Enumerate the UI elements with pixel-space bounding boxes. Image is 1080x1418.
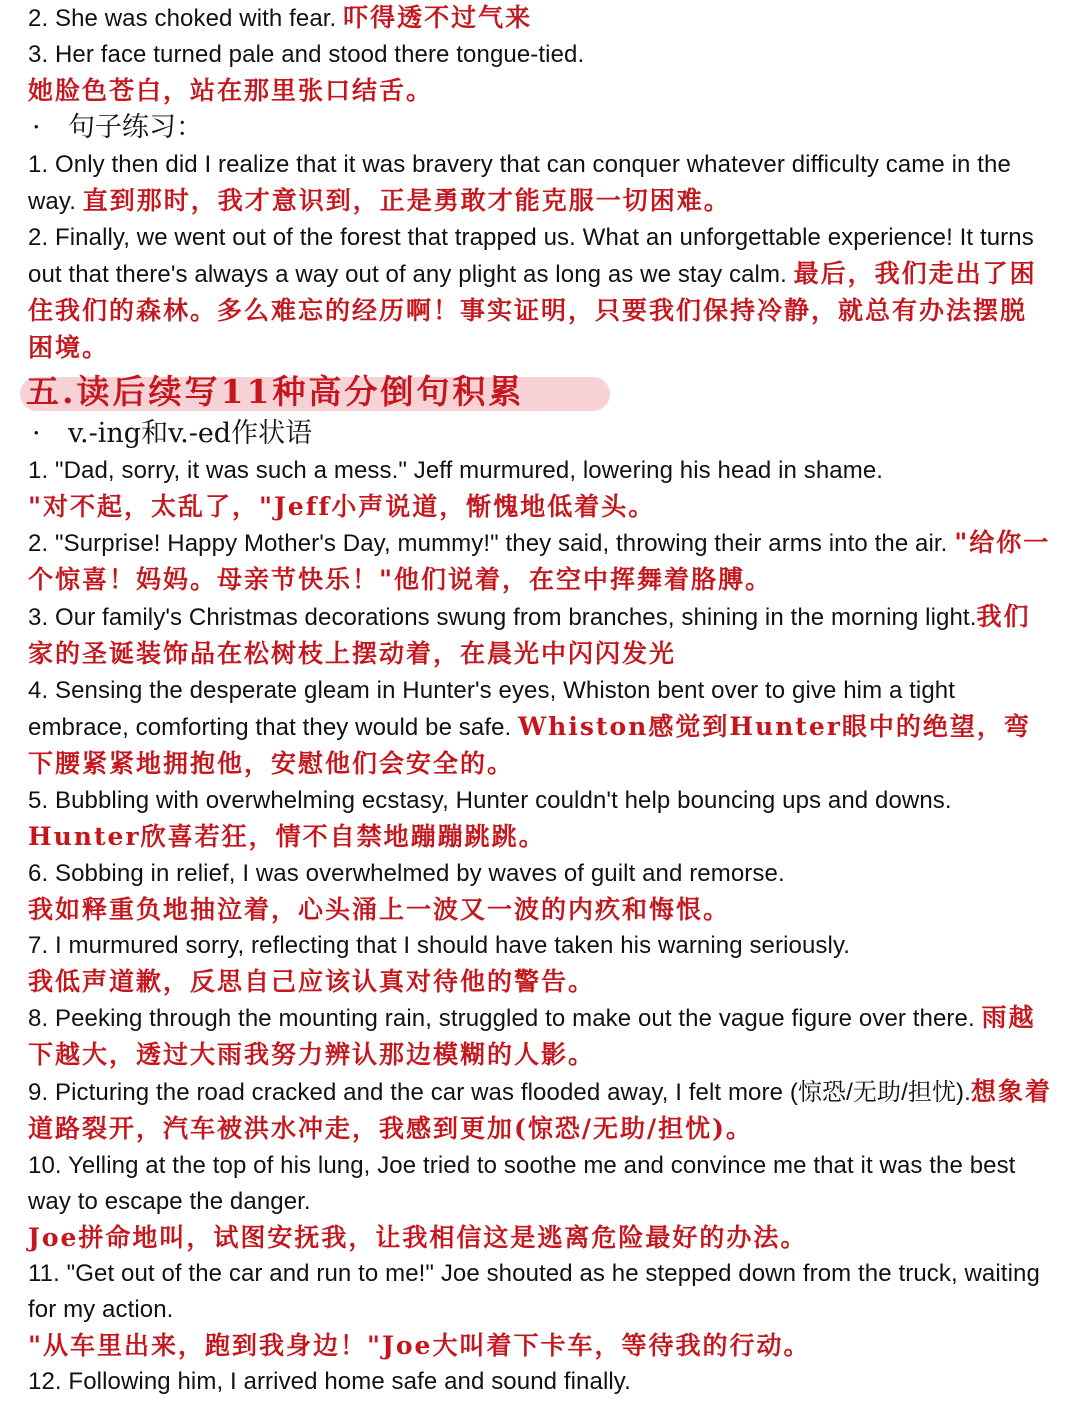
- sentence-item: [28, 525, 1052, 599]
- chinese-translation: 直到那时，我才意识到，正是勇敢才能克服一切困难。: [82, 186, 731, 215]
- english-text: 9. Picturing the road cracked and the car was flooded away, I felt more (惊恐/无助/担忧).: [28, 1079, 971, 1106]
- phrase-item: [28, 37, 1052, 109]
- english-text: 2. "Surprise! Happy Mother's Day, mummy!" they said, throwing their arms into the air.: [28, 530, 948, 557]
- english-text: 7. I murmured sorry, reflecting that I should have taken his warning seriously.: [28, 932, 851, 959]
- sentence-item: [28, 220, 1052, 367]
- sentence-item: [28, 1074, 1052, 1148]
- sentence-item: [28, 856, 1052, 928]
- english-text: 5. Bubbling with overwhelming ecstasy, Hunter couldn't help bouncing ups and downs.: [28, 787, 952, 814]
- english-text: 12. Following him, I arrived home safe and sound finally.: [28, 1368, 631, 1395]
- english-text: 2. Finally, we went out of the forest that trapped us. What an unforgettable experience! It turns out that there's always a way out of any plight as long as we stay calm.: [28, 224, 1034, 288]
- chinese-translation: 我如释重负地抽泣着，心头涌上一波又一波的内疚和悔恨。: [28, 895, 731, 924]
- chinese-translation: 最后，我们走出了困住我们的森林。多么难忘的经历啊！事实证明，只要我们保持冷静，就总有办法摆脱困境。: [28, 259, 1037, 362]
- section-title: [20, 371, 610, 413]
- chinese-translation: Hunter欣喜若狂，情不自禁地蹦蹦跳跳。: [28, 822, 546, 851]
- chinese-translation: Joe拼命地叫，试图安抚我，让我相信这是逃离危险最好的办法。: [28, 1223, 808, 1252]
- chinese-translation: 想象着道路裂开，汽车被洪水冲走，我感到更加(惊恐/无助/担忧)。: [28, 1077, 1052, 1143]
- bullet-icon: ·: [32, 112, 41, 143]
- sentence-item: [28, 783, 1052, 856]
- english-text: 3. Our family's Christmas decorations swung from branches, shining in the morning light.: [28, 604, 977, 631]
- bullet-icon: ·: [32, 418, 41, 449]
- chinese-translation: Whiston感觉到Hunter眼中的绝望，弯下腰紧紧地拥抱他，安慰他们会安全的。: [28, 712, 1031, 778]
- sentence-item: [28, 673, 1052, 783]
- english-text: 10. Yelling at the top of his lung, Joe tried to soothe me and convince me that it was the best way to escape the danger.: [28, 1152, 1016, 1215]
- sentence-item: [28, 1148, 1052, 1256]
- section-title-text: 五.读后续写11种高分倒句积累: [26, 372, 525, 411]
- subsection-heading: [28, 415, 1052, 453]
- sentence-item: [28, 1256, 1052, 1364]
- chinese-translation: 我们家的圣诞装饰品在松树枝上摆动着，在晨光中闪闪发光: [28, 602, 1031, 668]
- subsection-heading: [28, 109, 1052, 147]
- sentence-item: [28, 453, 1052, 525]
- chinese-translation: 我低声道歉，反思自己应该认真对待他的警告。: [28, 967, 596, 996]
- english-text: 1. Only then did I realize that it was bravery that can conquer whatever difficulty came in the way.: [28, 151, 1011, 215]
- chinese-translation: 她脸色苍白，站在那里张口结舌。: [28, 76, 434, 105]
- sentence-item: [28, 1000, 1052, 1074]
- sentence-item: [28, 1364, 1052, 1400]
- sentence-item: [28, 147, 1052, 220]
- chinese-translation: "给你一个惊喜！妈妈。母亲节快乐！"他们说着，在空中挥舞着胳膊。: [28, 528, 1051, 594]
- english-text: 4. Sensing the desperate gleam in Hunter's eyes, Whiston bent over to give him a tight embrace, comforting that they would be safe.: [28, 677, 956, 741]
- chinese-translation: "对不起，太乱了，"Jeff小声说道，惭愧地低着头。: [28, 492, 656, 521]
- heading-text: v.-ing和v.-ed作状语: [68, 418, 313, 449]
- english-text: 1. "Dad, sorry, it was such a mess." Jeff murmured, lowering his head in shame.: [28, 457, 884, 484]
- sentence-item: [28, 599, 1052, 673]
- english-text: 11. "Get out of the car and run to me!" Joe shouted as he stepped down from the truck, waiting for my action.: [28, 1260, 1040, 1323]
- chinese-translation: 吓得透不过气来: [343, 3, 533, 32]
- chinese-translation: "从车里出来，跑到我身边！"Joe大叫着下卡车，等待我的行动。: [28, 1331, 811, 1360]
- english-text: 8. Peeking through the mounting rain, struggled to make out the vague figure over there.: [28, 1005, 975, 1032]
- english-text: 3. Her face turned pale and stood there tongue-tied.: [28, 41, 585, 68]
- phrase-item: [28, 0, 1052, 37]
- chinese-translation: 雨越下越大，透过大雨我努力辨认那边模糊的人影。: [28, 1003, 1036, 1069]
- english-text: 6. Sobbing in relief, I was overwhelmed by waves of guilt and remorse.: [28, 860, 785, 887]
- english-text: 2. She was choked with fear.: [28, 5, 337, 32]
- sentence-item: [28, 928, 1052, 1000]
- heading-text: 句子练习：: [68, 112, 203, 143]
